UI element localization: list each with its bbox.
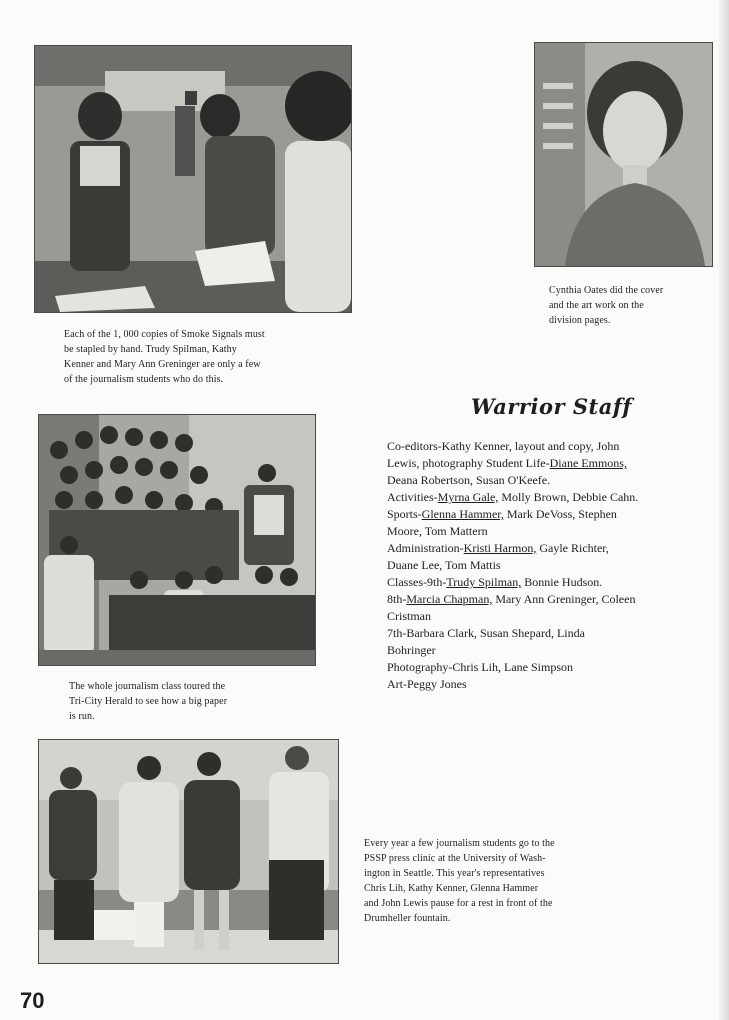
staff-text: Mary Ann Greninger, Coleen (492, 592, 636, 606)
staff-line: Moore, Tom Mattern (387, 524, 488, 538)
staff-line (387, 506, 638, 523)
staff-text: Classes-9th- (387, 575, 447, 589)
class-caption (69, 679, 227, 724)
clinic-caption-line: PSSP press clinic at the University of Wash- (364, 853, 546, 864)
page-edge (719, 0, 729, 1020)
stapling-photo (34, 45, 352, 313)
page-number: 70 (20, 988, 45, 1013)
staff-line (387, 455, 638, 472)
portrait-caption-line: division pages. (549, 315, 611, 326)
staff-name-underlined: Kristi Harmon, (463, 541, 537, 555)
stapling-caption-line: of the journalism students who do this. (64, 374, 224, 385)
clinic-photo (38, 739, 339, 964)
staff-line: Bohringer (387, 643, 436, 657)
portrait-caption (549, 283, 663, 328)
clinic-caption-line: Drumheller fountain. (364, 913, 451, 924)
clinic-caption (364, 836, 555, 926)
class-caption-line: Tri-City Herald to see how a big paper (69, 696, 228, 707)
staff-line: Art-Peggy Jones (387, 677, 467, 691)
clinic-caption-line: Chris Lih, Kathy Kenner, Glenna Hammer (364, 883, 539, 894)
stapling-caption (64, 327, 265, 387)
staff-name-underlined: Myrna Gale, (437, 490, 499, 504)
clinic-caption-line: ington in Seattle. This year's representatives (364, 868, 545, 879)
stapling-caption-line: be stapled by hand. Trudy Spilman, Kathy (64, 344, 237, 355)
portrait-photo (534, 42, 713, 267)
staff-line (387, 489, 638, 506)
staff-line: Photography-Chris Lih, Lane Simpson (387, 660, 573, 674)
staff-text: Activities- (387, 490, 438, 504)
staff-text: Lewis, photography Student Life- (387, 456, 550, 470)
clinic-caption-line: and John Lewis pause for a rest in front of the (364, 898, 553, 909)
staff-name-underlined: Trudy Spilman, (446, 575, 522, 589)
staff-line: Cristman (387, 609, 431, 623)
staff-text: 8th- (387, 592, 407, 606)
clinic-caption-line: Every year a few journalism students go to the (364, 838, 555, 849)
staff-heading: Warrior Staff (471, 394, 632, 419)
staff-line: Deana Robertson, Susan O'Keefe. (387, 473, 551, 487)
staff-list (387, 438, 638, 693)
stapling-caption-line: Each of the 1, 000 copies of Smoke Signals must (64, 329, 265, 340)
staff-text: Bonnie Hudson. (521, 575, 603, 589)
staff-name-underlined: Diane Emmons, (549, 456, 627, 470)
staff-line (387, 540, 638, 557)
staff-text: Molly Brown, Debbie Cahn. (498, 490, 639, 504)
class-caption-line: is run. (69, 711, 95, 722)
class-photo (38, 414, 316, 666)
staff-line: 7th-Barbara Clark, Susan Shepard, Linda (387, 626, 585, 640)
staff-text: Mark DeVoss, Stephen (503, 507, 617, 521)
staff-text: Administration- (387, 541, 464, 555)
staff-name-underlined: Marcia Chapman, (406, 592, 493, 606)
staff-line (387, 591, 638, 608)
staff-line: Co-editors-Kathy Kenner, layout and copy, John (387, 439, 620, 453)
staff-text: Gayle Richter, (536, 541, 609, 555)
staff-name-underlined: Glenna Hammer, (421, 507, 504, 521)
portrait-caption-line: Cynthia Oates did the cover (549, 285, 664, 296)
staff-line: Duane Lee, Tom Mattis (387, 558, 501, 572)
class-caption-line: The whole journalism class toured the (69, 681, 226, 692)
staff-text: Sports- (387, 507, 422, 521)
stapling-caption-line: Kenner and Mary Ann Greninger are only a few (64, 359, 261, 370)
staff-line (387, 574, 638, 591)
portrait-caption-line: and the art work on the (549, 300, 644, 311)
